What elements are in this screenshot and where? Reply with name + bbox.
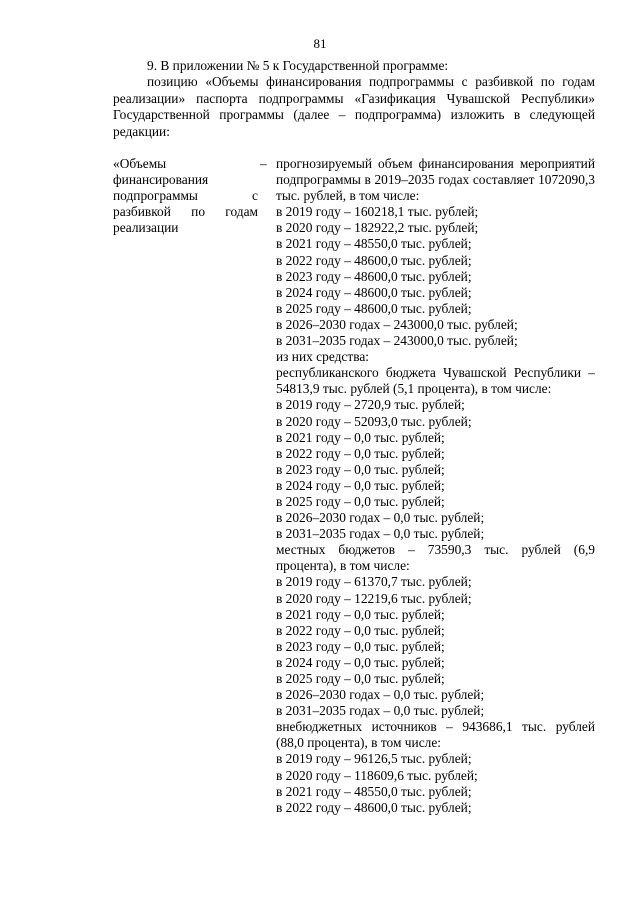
year-amount-line: в 2026–2030 годах – 243000,0 тыс. рублей; [276, 316, 518, 332]
year-amount-line: в 2020 году – 12219,6 тыс. рублей; [276, 590, 472, 606]
year-amount-line: в 2025 году – 0,0 тыс. рублей; [276, 671, 445, 686]
year-amount-line: в 2021 году – 48550,0 тыс. рублей; [276, 783, 472, 799]
year-amount-line: в 2022 году – 48600,0 тыс. рублей; [276, 252, 472, 268]
total-financing-years [276, 204, 595, 349]
year-amount-line: в 2024 году – 0,0 тыс. рублей; [276, 654, 445, 670]
year-amount-line: в 2031–2035 годах – 243000,0 тыс. рублей; [276, 333, 518, 349]
extrabudgetary-intro: внебюджетных источников – 943686,1 тыс. рублей (88,0 процента), в том числе: [276, 719, 595, 751]
year-amount-line: в 2019 году – 96126,5 тыс. рублей; [276, 751, 472, 767]
year-amount-line: в 2024 году – 48600,0 тыс. рублей; [276, 284, 472, 300]
year-amount-line: в 2026–2030 годах – 0,0 тыс. рублей; [276, 687, 485, 703]
year-amount-line: в 2026–2030 годах – 0,0 тыс. рублей; [276, 510, 485, 526]
year-amount-line: в 2020 году – 118609,6 тыс. рублей; [276, 767, 478, 783]
position-dash: – [260, 156, 267, 171]
year-amount-line: в 2022 году – 0,0 тыс. рублей; [276, 445, 445, 461]
year-amount-line: в 2020 году – 52093,0 тыс. рублей; [276, 413, 472, 429]
year-amount-line: в 2025 году – 0,0 тыс. рублей; [276, 493, 445, 509]
year-amount-line: в 2031–2035 годах – 0,0 тыс. рублей; [276, 526, 485, 542]
year-amount-line: в 2022 году – 48600,0 тыс. рублей; [276, 799, 472, 815]
year-amount-line: в 2023 году – 0,0 тыс. рублей; [276, 461, 445, 477]
year-amount-line: в 2021 году – 0,0 тыс. рублей; [276, 606, 445, 622]
year-amount-line: в 2019 году – 2720,9 тыс. рублей; [276, 397, 465, 413]
position-label: «Объемы финансирования подпрограммы с разбивкой по годам реализации [113, 156, 258, 236]
republican-budget-intro: республиканского бюджета Чувашской Республики – 54813,9 тыс. рублей (5,1 процента), в том числе: [276, 365, 595, 397]
republican-budget-years [276, 397, 595, 542]
year-amount-line: в 2024 году – 0,0 тыс. рублей; [276, 477, 445, 493]
year-amount-line: в 2031–2035 годах – 0,0 тыс. рублей; [276, 703, 485, 719]
year-amount-line: в 2023 году – 0,0 тыс. рублей; [276, 638, 445, 654]
year-amount-line: в 2019 году – 61370,7 тыс. рублей; [276, 574, 472, 590]
year-amount-line: в 2020 году – 182922,2 тыс. рублей; [276, 220, 479, 236]
local-budget-intro: местных бюджетов – 73590,3 тыс. рублей (6,9 процента), в том числе: [276, 542, 595, 574]
year-amount-line: в 2025 году – 48600,0 тыс. рублей; [276, 300, 472, 316]
year-amount-line: в 2019 году – 160218,1 тыс. рублей; [276, 204, 479, 220]
page-number: 81 [313, 36, 327, 51]
year-amount-line: в 2021 году – 0,0 тыс. рублей; [276, 429, 445, 445]
amendment-heading: 9. В приложении № 5 к Государственной программе: [147, 58, 449, 73]
total-financing-intro: прогнозируемый объем финансирования мероприятий подпрограммы в 2019–2035 годах составляет 1072090,3 тыс. рублей, в том числе: [276, 156, 595, 204]
local-budget-years [276, 574, 595, 719]
financing-content [276, 156, 595, 816]
funding-sources-heading: из них средства: [276, 349, 370, 365]
amendment-paragraph: позицию «Объемы финансирования подпрограммы с разбивкой по годам реализации» паспорта подпрограммы «Газификация Чувашской Республики» Государственной программы (далее – подпрограмма) изложить в следующей редакции: [113, 74, 595, 139]
extrabudgetary-years [276, 751, 595, 815]
year-amount-line: в 2021 году – 48550,0 тыс. рублей; [276, 236, 472, 252]
amendment-intro [113, 58, 595, 140]
year-amount-line: в 2022 году – 0,0 тыс. рублей; [276, 622, 445, 638]
year-amount-line: в 2023 году – 48600,0 тыс. рублей; [276, 268, 472, 284]
